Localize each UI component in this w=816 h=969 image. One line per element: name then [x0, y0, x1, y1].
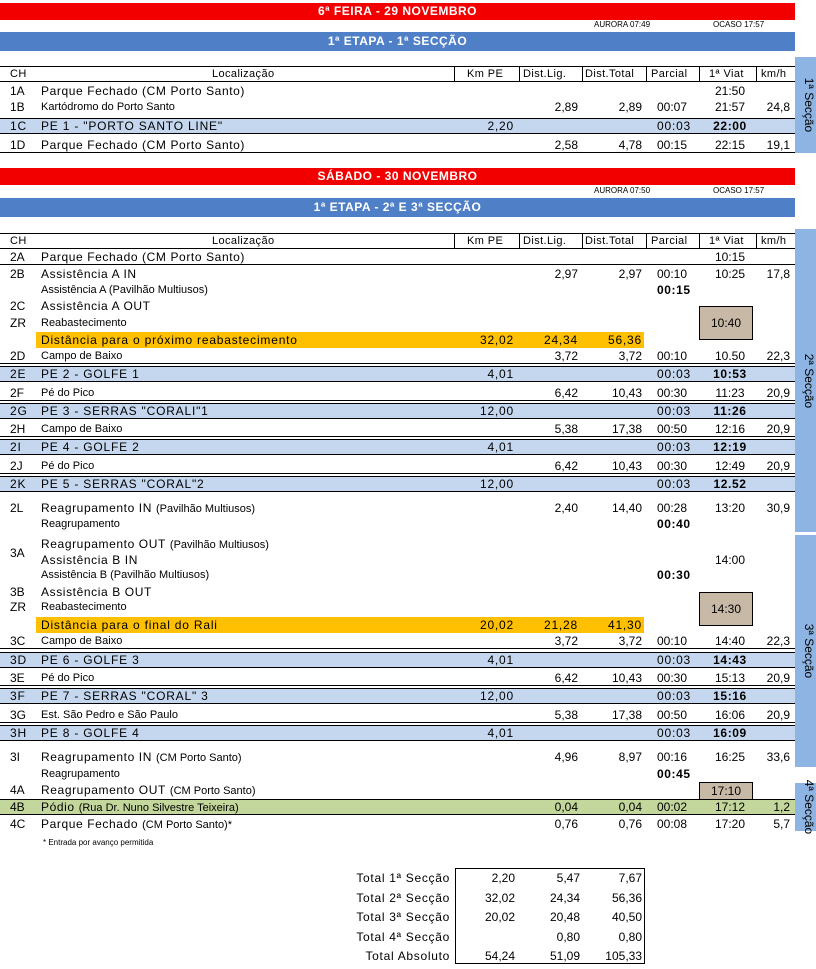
cell-km: 4,01 [487, 653, 514, 667]
cell-loc: Campo de Baixo [41, 350, 123, 362]
cell-dt: 56,36 [607, 333, 642, 347]
cell-dl: 6,42 [554, 459, 578, 473]
day2-stage-bar [0, 198, 795, 217]
cell-ch: 4B [10, 800, 25, 814]
total-dt: 7,67 [618, 871, 642, 885]
cell-pa: 00:16 [657, 750, 688, 764]
cell-ch: 2E [10, 367, 27, 381]
day2-ocaso: OCASO 17:57 [713, 186, 765, 195]
total-km: 2,20 [491, 871, 515, 885]
cell-loc: Distância para o próximo reabastecimento [41, 333, 298, 347]
total-dl: 51,09 [549, 949, 580, 963]
cell-ch: 2B [10, 267, 25, 281]
cell-vi: 10.50 [714, 349, 746, 363]
day1-aurora: AURORA 07:49 [594, 20, 651, 29]
cell-kh: 20,9 [766, 708, 790, 722]
cell-loc: Kartódromo do Porto Santo [41, 101, 175, 113]
cell-dt: 14,40 [611, 501, 642, 515]
cell-vi: 11:23 [715, 386, 745, 400]
day1-stage-bar [0, 32, 795, 51]
day2-title-bar [0, 168, 795, 185]
table-row [0, 137, 795, 153]
hdr-loc: Localização [212, 68, 275, 80]
cell-pa: 00:15 [657, 283, 691, 297]
cell-pa: 00:30 [657, 459, 688, 473]
hdr2-dl: Dist.Lig. [523, 235, 567, 247]
cell-loc: PE 7 - SERRAS "CORAL" 3 [41, 689, 209, 703]
cell-pa: 00:03 [657, 119, 692, 133]
table-row [0, 458, 795, 474]
total-dt: 40,50 [611, 910, 642, 924]
table-row [0, 816, 795, 832]
cell-pa: 00:50 [657, 708, 688, 722]
total-km: 20,02 [484, 910, 515, 924]
hdr2-km: Km PE [467, 235, 504, 247]
cell-km: 12,00 [479, 689, 514, 703]
cell-dl: 6,42 [554, 386, 578, 400]
cell-dl: 4,96 [554, 750, 578, 764]
hdr2-dt: Dist.Total [585, 235, 635, 247]
cell-dl: 2,89 [554, 100, 578, 114]
hdr-kh: km/h [761, 68, 787, 80]
cell-vi: 16:06 [714, 708, 746, 722]
cell-km: 4,01 [487, 726, 514, 740]
cell-vi: 15:16 [713, 689, 747, 703]
cell-pa: 00:30 [657, 671, 688, 685]
cell-km: 12,00 [479, 477, 514, 491]
cell-vi: 12:49 [714, 459, 746, 473]
cell-loc: Reagrupamento OUT (CM Porto Santo) [41, 783, 256, 797]
cell-kh: 19,1 [766, 138, 790, 152]
cell-ch: 1D [10, 138, 26, 152]
table1-header [0, 66, 795, 82]
cell-ch: 3F [10, 689, 26, 703]
cell-loc2: (CM Porto Santo) [169, 785, 256, 797]
cell-loc2: (Pavilhão Multiusos) [169, 539, 269, 551]
cell-pa: 00:10 [657, 634, 688, 648]
cell-vi: 17:20 [714, 817, 746, 831]
section-3-label: 3ª Secção [795, 535, 816, 767]
cell-dt: 17,38 [611, 708, 642, 722]
cell-pa: 00:02 [657, 800, 688, 814]
total-label: Total 3ª Secção [356, 910, 450, 924]
cell-kh: 33,6 [766, 750, 790, 764]
hdr-dt: Dist.Total [585, 68, 635, 80]
cell-loc: Reagrupamento IN (CM Porto Santo) [41, 750, 242, 764]
table-row [0, 707, 795, 723]
table-row [0, 332, 795, 348]
cell-pa: 00:03 [657, 653, 692, 667]
section-4-label: 4ª Secção [795, 783, 816, 831]
cell-vi: 21:57 [714, 100, 746, 114]
table-row [0, 249, 795, 265]
cell-kh: 20,9 [766, 386, 790, 400]
cell-dl: 5,38 [554, 708, 578, 722]
cell-pa: 00:45 [657, 767, 691, 781]
hdr2-vi: 1ª Viat [709, 235, 744, 247]
cell-loc: PE 6 - GOLFE 3 [41, 653, 140, 667]
cell-loc: Reagrupamento [41, 518, 120, 530]
table-row [0, 782, 795, 798]
cell-kh: 20,9 [766, 671, 790, 685]
cell-km: 12,00 [479, 404, 514, 418]
table-row [0, 567, 795, 583]
table-row [0, 99, 795, 115]
cell-ch: 3G [10, 708, 27, 722]
section-1-label: 1ª Secção [795, 57, 816, 153]
cell-vi: 22:15 [714, 138, 746, 152]
table-row [0, 348, 795, 364]
cell-dt: 4,78 [618, 138, 642, 152]
cell-ch: 3D [10, 653, 27, 667]
cell-vi: 12:19 [713, 440, 747, 454]
cell-ch: 3H [10, 726, 27, 740]
cell-loc2: (Rua Dr. Nuno Silvestre Teixeira) [78, 802, 239, 814]
cell-vi: 14:40 [714, 634, 746, 648]
cell-loc: Assistência A IN [41, 267, 137, 281]
cell-vi: 13:20 [714, 501, 746, 515]
cell-loc: Reagrupamento OUT (Pavilhão Multiusos) [41, 537, 269, 551]
cell-pa: 00:50 [657, 422, 688, 436]
table-row [0, 599, 795, 615]
cell-dl: 3,72 [554, 349, 578, 363]
hdr-dl: Dist.Lig. [523, 68, 567, 80]
day1-title: 6ª FEIRA - 29 NOVEMBRO [317, 4, 478, 18]
cell-km: 4,01 [487, 440, 514, 454]
total-label: Total 4ª Secção [356, 929, 450, 944]
cell-pa: 00:03 [657, 367, 692, 381]
cell-dt: 3,72 [618, 349, 642, 363]
cell-loc: Est. São Pedro e São Paulo [41, 709, 178, 721]
day2-title: SÁBADO - 30 NOVEMBRO [317, 169, 478, 183]
cell-dt: 3,72 [618, 634, 642, 648]
cell-pa: 00:15 [657, 138, 688, 152]
hdr2-pa: Parcial [651, 235, 688, 247]
scheduled-time-box: 10:40 [699, 306, 753, 340]
cell-vi: 10:15 [714, 250, 746, 264]
cell-kh: 5,7 [773, 817, 790, 831]
cell-ch: ZR [10, 600, 26, 614]
hdr-ch: CH [10, 68, 27, 80]
cell-vi: 16:25 [714, 750, 746, 764]
total-dt: 56,36 [611, 890, 642, 905]
hdr-km: Km PE [467, 68, 504, 80]
cell-pa: 00:03 [657, 689, 692, 703]
scheduled-time-box: 14:30 [699, 592, 753, 626]
cell-dl: 3,72 [554, 634, 578, 648]
cell-ch: 2G [10, 404, 28, 418]
table2-header [0, 233, 795, 249]
cell-ch: 1A [10, 84, 25, 98]
cell-ch: 2L [10, 501, 24, 515]
cell-loc: Parque Fechado (CM Porto Santo) [41, 250, 246, 264]
cell-dt: 10,43 [611, 386, 642, 400]
cell-loc2: (Pavilhão Multiusos) [156, 503, 256, 515]
cell-dt: 2,89 [618, 100, 642, 114]
cell-ch: 2J [10, 459, 23, 473]
special-stage-row [0, 688, 795, 704]
total-label: Total Absoluto [365, 949, 450, 963]
cell-dt: 10,43 [611, 671, 642, 685]
cell-pa: 00:10 [657, 349, 688, 363]
special-stage-row [0, 403, 795, 419]
cell-ch: 3E [10, 671, 25, 685]
cell-loc: Assistência B IN [41, 553, 138, 567]
cell-vi: 11:26 [713, 404, 747, 418]
hdr-vi: 1ª Viat [709, 68, 744, 80]
cell-ch: 2F [10, 386, 25, 400]
cell-dt: 0,04 [618, 800, 642, 814]
cell-kh: 22,3 [766, 349, 790, 363]
total-label: Total 2ª Secção [356, 890, 450, 905]
cell-loc: Reagrupamento IN (Pavilhão Multiusos) [41, 501, 256, 515]
cell-dl: 0,76 [554, 817, 578, 831]
cell-dl: 5,38 [554, 422, 578, 436]
total-dl: 0,80 [556, 929, 580, 944]
special-stage-row [0, 652, 795, 668]
cell-loc: Parque Fechado (CM Porto Santo) [41, 138, 246, 152]
cell-loc: Campo de Baixo [41, 635, 123, 647]
cell-km: 2,20 [487, 119, 514, 133]
day1-title-bar [0, 3, 795, 20]
table-row [0, 385, 795, 401]
cell-ch: 4C [10, 817, 26, 831]
total-km: 54,24 [484, 949, 515, 963]
table-row [0, 282, 795, 298]
cell-loc: Parque Fechado (CM Porto Santo) [41, 84, 246, 98]
table-row [0, 83, 795, 99]
cell-dt: 0,76 [618, 817, 642, 831]
hdr2-loc: Localização [212, 235, 275, 247]
cell-loc: Pódio (Rua Dr. Nuno Silvestre Teixeira) [41, 800, 239, 814]
table-row [0, 500, 795, 516]
cell-dl: 6,42 [554, 671, 578, 685]
cell-pa: 00:07 [657, 100, 688, 114]
table-row [0, 670, 795, 686]
cell-loc: Campo de Baixo [41, 423, 123, 435]
table-row [0, 516, 795, 532]
section-2-label: 2ª Secção [795, 229, 816, 532]
cell-ch-3a: 3A [10, 546, 25, 560]
cell-loc: Reagrupamento [41, 768, 120, 780]
cell-loc: PE 4 - GOLFE 2 [41, 440, 140, 454]
table-row [0, 536, 795, 552]
cell-kh: 17,8 [766, 267, 790, 281]
table-row [0, 799, 795, 815]
cell-loc: PE 2 - GOLFE 1 [41, 367, 140, 381]
table-row [0, 266, 795, 282]
table-row [0, 617, 795, 633]
cell-dl: 2,97 [554, 267, 578, 281]
table-row [0, 315, 795, 331]
day2-aurora: AURORA 07:50 [594, 186, 651, 195]
table-row [0, 298, 795, 314]
cell-loc: Assistência B OUT [41, 585, 152, 599]
cell-vi: 22:00 [713, 119, 747, 133]
cell-pa: 00:03 [657, 404, 692, 418]
cell-km: 4,01 [487, 367, 514, 381]
total-dt: 0,80 [618, 929, 642, 944]
cell-pa: 00:28 [657, 501, 688, 515]
day1-stage: 1ª ETAPA - 1ª SECÇÃO [327, 34, 468, 48]
cell-ch: 4A [10, 783, 25, 797]
cell-ch: 1B [10, 100, 25, 114]
special-stage-row [0, 118, 795, 134]
cell-vi: 12.52 [713, 477, 747, 491]
cell-ch: 3I [10, 750, 21, 764]
special-stage-row [0, 725, 795, 741]
total-dl: 20,48 [549, 910, 580, 924]
cell-vi: 15:13 [714, 671, 746, 685]
cell-dl: 21,28 [543, 618, 578, 632]
cell-pa: 00:03 [657, 440, 692, 454]
table-row [0, 584, 795, 600]
cell-loc: Pé do Pico [41, 672, 95, 684]
cell-kh: 20,9 [766, 422, 790, 436]
cell-loc: Reabastecimento [41, 317, 127, 329]
cell-loc: Pé do Pico [41, 387, 95, 399]
hdr2-ch: CH [10, 235, 27, 247]
cell-kh: 20,9 [766, 459, 790, 473]
total-label: Total 1ª Secção [356, 871, 450, 885]
table-row [0, 552, 795, 568]
table-row [0, 633, 795, 649]
special-stage-row [0, 439, 795, 455]
cell-loc2: (CM Porto Santo)* [142, 819, 233, 831]
cell-vi: 14:43 [713, 653, 747, 667]
cell-dt: 10,43 [611, 459, 642, 473]
cell-vi: 10:53 [713, 367, 747, 381]
cell-dl: 2,40 [554, 501, 578, 515]
cell-pa: 00:40 [657, 517, 691, 531]
cell-loc: Assistência A (Pavilhão Multiusos) [41, 284, 208, 296]
hdr2-kh: km/h [761, 235, 787, 247]
cell-dt: 8,97 [618, 750, 642, 764]
footnote: * Entrada por avanço permitida [43, 838, 154, 847]
total-km: 32,02 [484, 890, 515, 905]
cell-loc: Assistência A OUT [41, 299, 151, 313]
day1-ocaso: OCASO 17:57 [713, 20, 765, 29]
cell-dt: 17,38 [611, 422, 642, 436]
cell-loc: Reabastecimento [41, 601, 127, 613]
cell-ch: 3B [10, 585, 25, 599]
cell-loc: Distância para o final do Rali [41, 618, 218, 632]
cell-kh: 1,2 [773, 800, 790, 814]
cell-kh: 30,9 [766, 501, 790, 515]
cell-vi: 16:09 [713, 726, 747, 740]
cell-loc2: (CM Porto Santo) [156, 752, 242, 764]
cell-ch: 2C [10, 299, 26, 313]
cell-ch: 2D [10, 349, 26, 363]
cell-pa: 00:30 [657, 386, 688, 400]
cell-loc: PE 3 - SERRAS "CORALI"1 [41, 404, 209, 418]
cell-loc: PE 1 - "PORTO SANTO LINE" [41, 119, 223, 133]
cell-ch: 2K [10, 477, 27, 491]
cell-ch: ZR [10, 316, 26, 330]
cell-pa: 00:10 [657, 267, 688, 281]
cell-kh: 22,3 [766, 634, 790, 648]
cell-ch: 2I [10, 440, 22, 454]
cell-vi: 12:16 [714, 422, 746, 436]
cell-dt: 2,97 [618, 267, 642, 281]
cell-pa: 00:30 [657, 568, 691, 582]
cell-loc: PE 8 - GOLFE 4 [41, 726, 140, 740]
total-dl: 24,34 [549, 890, 580, 905]
cell-kh: 24,8 [766, 100, 790, 114]
cell-loc: Pé do Pico [41, 460, 95, 472]
cell-dl: 0,04 [554, 800, 578, 814]
cell-ch: 1C [10, 119, 27, 133]
cell-dt: 41,30 [607, 618, 642, 632]
table-row [0, 421, 795, 437]
table-row [0, 766, 795, 782]
cell-pa: 00:08 [657, 817, 688, 831]
cell-pa: 00:03 [657, 477, 692, 491]
cell-vi: 17:12 [714, 800, 746, 814]
cell-ch: 2A [10, 250, 25, 264]
cell-vi: 21:50 [714, 84, 746, 98]
cell-loc: Assistência B (Pavilhão Multiusos) [41, 569, 210, 581]
scheduled-time-box: 17:10 [699, 782, 753, 800]
cell-loc: PE 5 - SERRAS "CORAL"2 [41, 477, 205, 491]
cell-km: 32,02 [479, 333, 514, 347]
cell-dl: 24,34 [543, 333, 578, 347]
table-row [0, 749, 795, 765]
day2-stage: 1ª ETAPA - 2ª E 3ª SECÇÃO [313, 200, 482, 214]
hdr-pa: Parcial [651, 68, 688, 80]
total-dl: 5,47 [556, 871, 580, 885]
cell-ch: 2H [10, 422, 26, 436]
cell-vi: 14:00 [714, 553, 746, 567]
cell-loc: Parque Fechado (CM Porto Santo)* [41, 817, 233, 831]
special-stage-row [0, 476, 795, 492]
cell-km: 20,02 [479, 618, 514, 632]
cell-pa: 00:03 [657, 726, 692, 740]
cell-dl: 2,58 [554, 138, 578, 152]
total-dt: 105,33 [605, 949, 642, 963]
cell-vi: 10:25 [714, 267, 746, 281]
cell-ch: 3C [10, 634, 26, 648]
special-stage-row [0, 366, 795, 382]
